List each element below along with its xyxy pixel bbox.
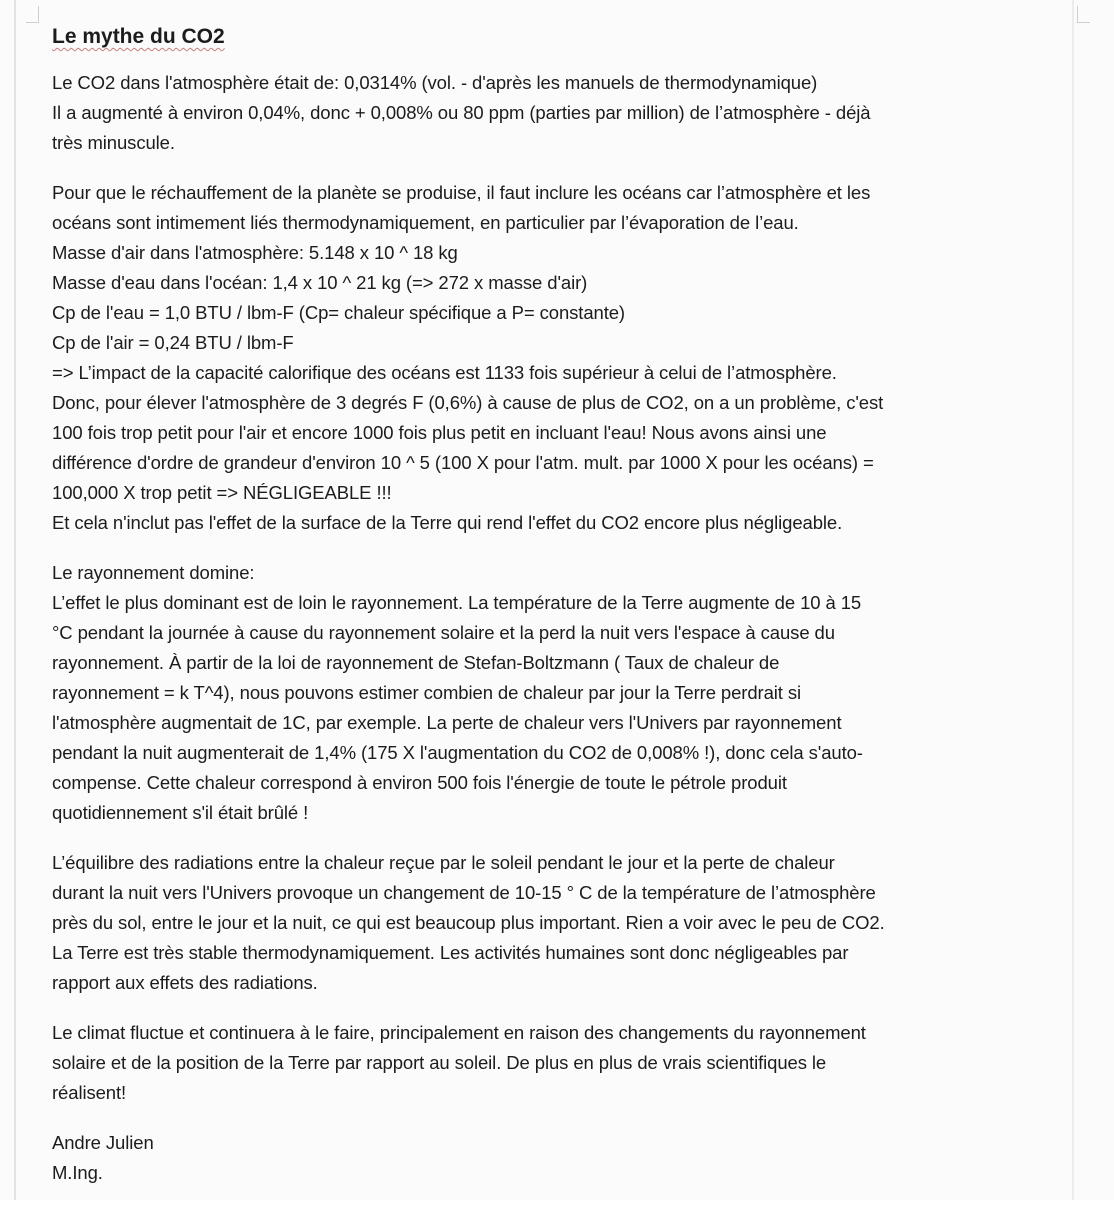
text-line: Le rayonnement domine: <box>52 562 255 583</box>
text-line: compense. Cette chaleur correspond à environ 500 fois l'énergie de toute le pétrole produit <box>52 772 787 793</box>
document-body <box>52 22 1072 1208</box>
paragraph <box>52 558 1072 828</box>
text-line: différence d'ordre de grandeur d'environ 10 ^ 5 (100 X pour l'atm. mult. par 1000 X pour les océans) = <box>52 452 874 473</box>
text-line: Masse d'eau dans l'océan: 1,4 x 10 ^ 21 kg (=> 272 x masse d'air) <box>52 272 588 293</box>
signature-credential: M.Ing. <box>52 1162 103 1183</box>
document-title: Le mythe du CO2 <box>52 25 225 48</box>
text-line: Et cela n'inclut pas l'effet de la surface de la Terre qui rend l'effet du CO2 encore plus négligeable. <box>52 512 843 533</box>
text-line: Il a augmenté à environ 0,04%, donc + 0,008% ou 80 ppm (parties par million) de l’atmosphère - déjà <box>52 102 871 123</box>
text-line: Cp de l'air = 0,24 BTU / lbm-F <box>52 332 294 353</box>
text-line: Cp de l'eau = 1,0 BTU / lbm-F (Cp= chaleur spécifique a P= constante) <box>52 302 625 323</box>
text-line: océans sont intimement liés thermodynamiquement, en particulier par l’évaporation de l’eau. <box>52 212 799 233</box>
page-right-edge <box>1072 0 1074 1200</box>
paragraph <box>52 848 1072 998</box>
text-line: rayonnement = k T^4), nous pouvons estimer combien de chaleur par jour la Terre perdrait si <box>52 682 802 703</box>
text-line: Le CO2 dans l'atmosphère était de: 0,0314% (vol. - d'après les manuels de thermodynamique) <box>52 72 818 93</box>
page-left-edge <box>14 0 16 1200</box>
text-line: Masse d'air dans l'atmosphère: 5.148 x 10 ^ 18 kg <box>52 242 458 263</box>
text-line: réalisent! <box>52 1082 127 1103</box>
text-line: rayonnement. À partir de la loi de rayonnement de Stefan-Boltzmann ( Taux de chaleur de <box>52 652 780 673</box>
signature-name: Andre Julien <box>52 1132 154 1153</box>
text-line: durant la nuit vers l'Univers provoque un changement de 10-15 ° C de la température de l’atmosphère <box>52 882 876 903</box>
paragraph <box>52 68 1072 158</box>
text-line: => L’impact de la capacité calorifique des océans est 1133 fois supérieur à celui de l’atmosphère. <box>52 362 837 383</box>
text-line: quotidiennement s'il était brûlé ! <box>52 802 309 823</box>
text-line: Le climat fluctue et continuera à le faire, principalement en raison des changements du rayonnement <box>52 1022 866 1043</box>
paragraphs-container <box>52 68 1072 1108</box>
text-line: L’équilibre des radiations entre la chaleur reçue par le soleil pendant le jour et la perte de chaleur <box>52 852 835 873</box>
text-line: solaire et de la position de la Terre par rapport au soleil. De plus en plus de vrais scientifiques le <box>52 1052 827 1073</box>
text-line: près du sol, entre le jour et la nuit, ce qui est beaucoup plus important. Rien a voir avec le peu de CO2. <box>52 912 885 933</box>
margin-corner-mark-left <box>26 6 39 23</box>
signature-block <box>52 1128 1072 1188</box>
text-line: Pour que le réchauffement de la planète se produise, il faut inclure les océans car l’atmosphère et les <box>52 182 871 203</box>
text-line: l'atmosphère augmentait de 1C, par exemple. La perte de chaleur vers l'Univers par rayonnement <box>52 712 842 733</box>
paragraph <box>52 1018 1072 1108</box>
text-line: °C pendant la journée à cause du rayonnement solaire et la perd la nuit vers l'espace à cause du <box>52 622 835 643</box>
text-line: La Terre est très stable thermodynamiquement. Les activités humaines sont donc négligeables par <box>52 942 849 963</box>
paragraph <box>52 178 1072 538</box>
text-line: 100,000 X trop petit => NÉGLIGEABLE !!! <box>52 482 392 503</box>
text-line: 100 fois trop petit pour l'air et encore 1000 fois plus petit en incluant l'eau! Nous avons ainsi une <box>52 422 827 443</box>
text-line: pendant la nuit augmenterait de 1,4% (175 X l'augmentation du CO2 de 0,008% !), donc cela s'auto- <box>52 742 863 763</box>
text-line: très minuscule. <box>52 132 175 153</box>
text-line: L’effet le plus dominant est de loin le rayonnement. La température de la Terre augmente de 10 à 15 <box>52 592 862 613</box>
text-line: Donc, pour élever l'atmosphère de 3 degrés F (0,6%) à cause de plus de CO2, on a un problème, c'est <box>52 392 884 413</box>
margin-corner-mark-right <box>1077 6 1090 23</box>
text-line: rapport aux effets des radiations. <box>52 972 318 993</box>
